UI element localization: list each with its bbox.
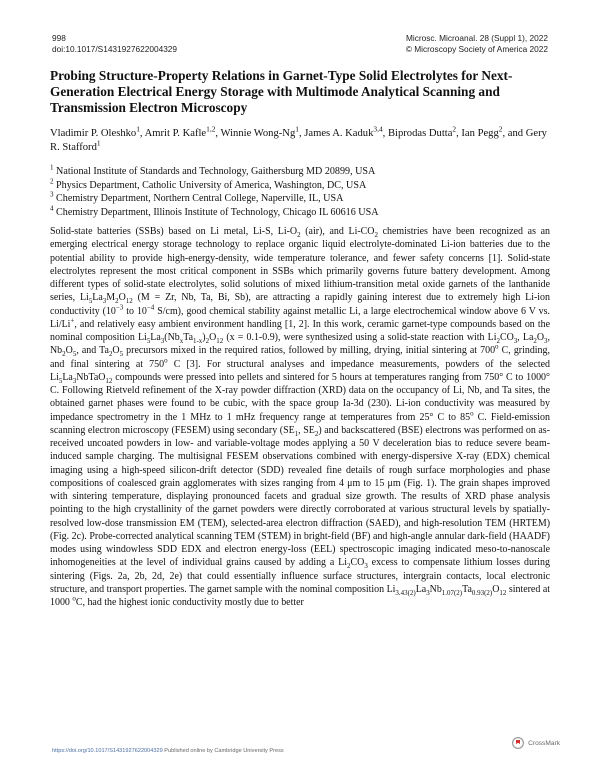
author-affiliation-marker: 1 [96, 138, 101, 148]
author-affiliation-marker: 1 [295, 124, 299, 134]
affiliation-list [50, 165, 550, 219]
affiliation-number: 3 [50, 190, 54, 199]
crossmark-badge[interactable] [512, 737, 560, 749]
copyright-notice: © Microscopy Society of America 2022 [405, 43, 548, 54]
abstract-body: Solid-state batteries (SSBs) based on Li metal, Li-S, $Li-O_2$ (air), and $Li-CO_2$ chemistries have been recognized as an emerging electrical energy storage technology to replace organic liquid electrolyte-dominated Li-ion batteries due to the potential ability to provide high-energy-density, wide temperature tolerance, and fewer safety concerns [1]. Solid-state electrolytes represent the most critical component in SSBs which primarily governs future battery development. Among different types of solid-state electrolytes, solid solutions of mixed lithium-transition metal oxide garnets of the lanthanide series, $Li_5La_3M_2O_{12}$ (M = Zr, Nb, Ta, Bi, Sb), are attracting a rapidly gaining interest due to extremely high Li-ion conductivity ($10^{-3}$ to $10^{-4}$ S/cm), good chemical stability against metallic Li, a large electrochemical window above 6 V vs. Li/Li+, and relatively easy ambient environment handling [1, 2]. In this work, ceramic garnet-type compounds based on the nominal composition $Li_5La_3(Nb_xTa_{1-x})_2O_{12}$ (x = 0.1-0.9), were synthesized using a solid-state reaction with $Li_2CO_3$, $La_2O_3$, $Nb_2O_5$, and $Ta_2O_5$ precursors mixed in the required ratios, followed by milling, drying, initial sintering at 700$^o$ C, grinding, and final sintering at 750$^o$ C [3]. For structural analyses and impedance measurements, powders of the selected $Li_5La_3NbTaO_{12}$ compounds were pressed into pellets and sintered for 5 hours at temperatures ranging from 750° C to 1000° C. Following Rietveld refinement of the X-ray powder diffraction (XRD) data on the occupancy of Li, Nb, and Ta sites, the obtained garnet phases were found to be cubic, with the space group Ia-3d (230). Li-ion conductivity was measured by impedance spectrometry in the 1 MHz to 1 mHz frequency range at temperatures from 25° C to 85$^o$ C. Field-emission scanning electron microscopy (FESEM) using secondary ($SE_1$, $SE_2$) and backscattered (BSE) electrons was performed on as-received uncoated powders in low- and variable-voltage modes applying a 50 V deceleration bias to reduce severe beam-induced sample charging. The multisignal FESEM observations combined with energy-dispersive X-ray (EDX) chemical imaging using a high-speed silicon-drift detector (SDD) revealed fine details of rough surface morphologies and phase compositions of coalesced grain agglomerates with sizes ranging from 4 μm to 15 μm (Fig. 1). The grain shapes improved with sintering temperature, displaying pronounced facets and gradual size growth. The results of XRD phase analysis pointing to the high crystallinity of the garnet powders were directly corroborated at various structural levels by spatially-resolved low-dose transmission EM (TEM), selected-area electron diffraction (SAED), and high-resolution TEM (HRTEM) (Fig. 2c). Probe-corrected analytical scanning TEM (STEM) in bright-field (BF) and high-angle annular dark-field (HAADF) modes using windowless SDD EDX and electron energy-loss (EEL) spectroscopic imaging indicated meso-to-nanoscale inhomogeneities at the level of individual grains caused by adding a $Li_2CO_3$ excess to compensate lithium losses during sintering (Figs. 2a, 2b, 2d, 2e) that could essentially influence surface structures, intergrain contacts, local electronic structure, and transport properties. The garnet sample with the nominal composition $Li_{3.43(2)}La_3Nb_{1.07(2)}Ta_{0.93(2)}O_{12}$ sintered at 1000 $^o$C, had the highest ionic conductivity mostly due to better [50, 226, 550, 608]
author-name: Biprodas Dutta$^2$ [387, 124, 457, 139]
affiliation-text: Physics Department, Catholic University of America, Washington, DC, USA [53, 179, 367, 191]
author-name: Winnie Wong-Ng$^1$ [220, 124, 299, 139]
author-affiliation-marker: 1,2 [206, 124, 216, 134]
author-name: Vladimir P. Oleshko$^1$ [50, 124, 140, 139]
affiliation-item [50, 206, 550, 220]
affiliation-text: National Institute of Standards and Technology, Gaithersburg MD 20899, USA [53, 166, 376, 177]
author-affiliation-marker: 2 [498, 124, 503, 134]
footer-doi-link[interactable]: https://doi.org/10.1017/S1431927622004329 [52, 748, 163, 754]
affiliation-item [50, 192, 550, 206]
affiliation-item [50, 179, 550, 193]
author-name: James A. Kaduk$^{3,4}$ [304, 124, 383, 139]
affiliation-number: 2 [50, 177, 54, 186]
affiliation-number: 1 [50, 163, 54, 172]
header-right [406, 33, 548, 54]
author-affiliation-marker: 2 [452, 124, 457, 134]
footer-publication-line [52, 748, 284, 754]
footer-published-note: Published online by Cambridge University Press [162, 748, 284, 754]
affiliation-text: Chemistry Department, Illinois Institute of Technology, Chicago IL 60616 USA [53, 206, 379, 218]
article-doi: doi:10.1017/S1431927622004329 [52, 43, 178, 54]
affiliation-text: Chemistry Department, Northern Central College, Naperville, IL, USA [53, 193, 344, 205]
journal-citation: Microsc. Microanal. 28 (Suppl 1), 2022 [405, 33, 548, 43]
paper-title: Probing Structure-Property Relations in Garnet-Type Solid Electrolytes for Next-Generation Electrical Energy Storage with Multimode Analytical Scanning and Transmission Electron Microscopy [50, 68, 513, 115]
author-list: Vladimir P. Oleshko$^1$, Amrit P. Kafle$^{1,2}$, Winnie Wong-Ng$^1$, James A. Kaduk$^{3,4}$, Biprodas Dutta$^2$, Ian Pegg$^2$, and Gery R. Stafford$^1$ [50, 124, 547, 153]
crossmark-label: CrossMark [528, 739, 560, 747]
author-name: Amrit P. Kafle$^{1,2}$ [144, 124, 216, 139]
affiliation-item [50, 165, 550, 179]
affiliation-number: 4 [50, 204, 54, 213]
crossmark-icon [512, 737, 524, 749]
author-affiliation-marker: 1 [136, 124, 140, 134]
author-affiliation-marker: 3,4 [373, 124, 383, 134]
author-name: Gery R. Stafford$^1$ [50, 128, 547, 153]
author-name: Ian Pegg$^2$ [461, 124, 503, 139]
header-left [52, 33, 177, 54]
page-number: 998 [52, 33, 66, 43]
